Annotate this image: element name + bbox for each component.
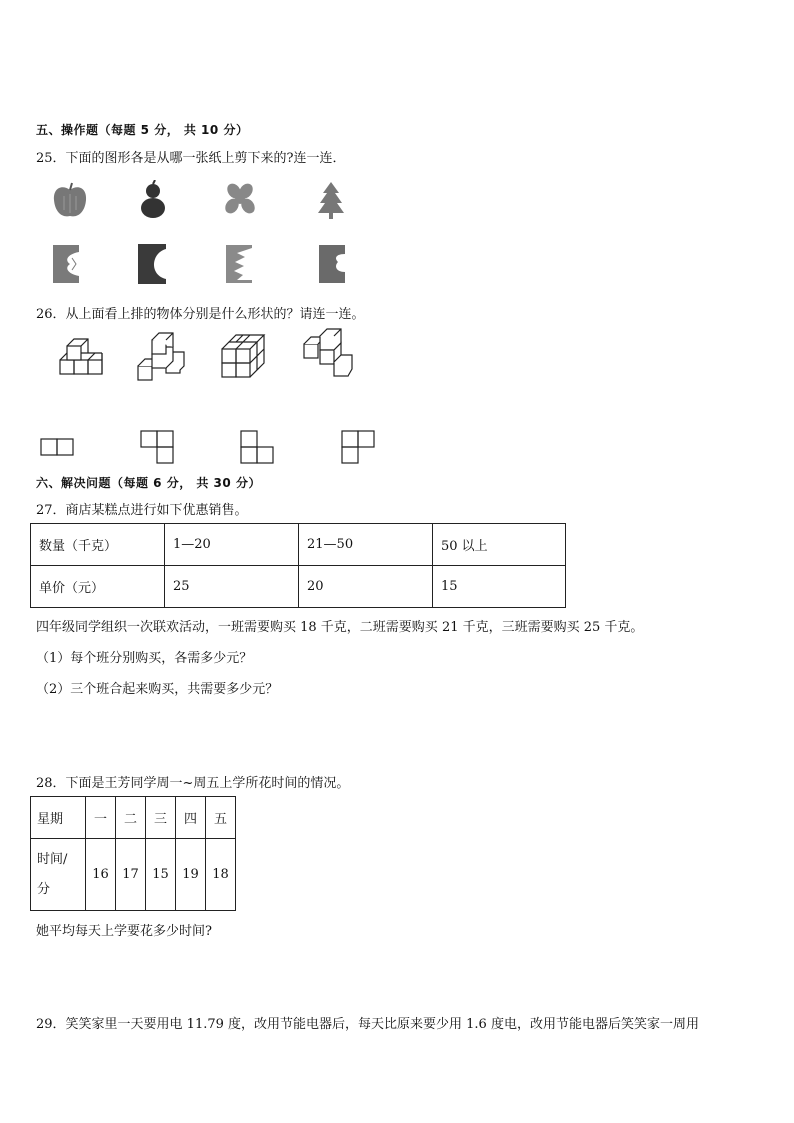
paper-arc-cutout-icon xyxy=(137,243,167,285)
table-cell: 15 xyxy=(433,566,566,608)
flower-icon xyxy=(220,181,260,217)
cube-stack-3-icon xyxy=(220,333,268,379)
table-cell: 17 xyxy=(116,839,146,911)
table-row xyxy=(31,524,566,566)
table-cell: 16 xyxy=(86,839,116,911)
apple-icon xyxy=(50,180,90,220)
question-26: 26．从上面看上排的物体分别是什么形状的？请连一连。 xyxy=(36,307,365,322)
table-cell: 20 xyxy=(299,566,433,608)
table-cell: 数量（千克） xyxy=(31,524,165,566)
question-28-question: 她平均每天上学要花多少时间? xyxy=(36,924,212,939)
table-cell: 50 以上 xyxy=(433,524,566,566)
table-cell: 15 xyxy=(146,839,176,911)
question-25: 25．下面的图形各是从哪一张纸上剪下来的?连一连． xyxy=(36,151,346,166)
table-cell: 一 xyxy=(86,797,116,839)
row-label-line-2: 分 xyxy=(37,881,51,897)
section-title-6: 六、解决问题（每题 6 分， 共 30 分） xyxy=(36,476,261,490)
table-cell: 1—20 xyxy=(165,524,299,566)
question-27-body: 四年级同学组织一次联欢活动，一班需要购买 18 千克，二班需要购买 21 千克，三班需要购买 25 千克。 xyxy=(36,620,644,635)
table-cell: 五 xyxy=(206,797,236,839)
table-row xyxy=(31,839,236,911)
table-row xyxy=(31,797,236,839)
table-cell: 二 xyxy=(116,797,146,839)
table-cell: 三 xyxy=(146,797,176,839)
cube-stack-2-icon xyxy=(136,332,186,384)
row-label-line-1: 时间/ xyxy=(37,851,68,867)
tree-icon xyxy=(316,180,346,220)
question-27-sub-1: （1）每个班分别购买，各需多少元？ xyxy=(36,651,253,666)
section-title-5: 五、操作题（每题 5 分， 共 10 分） xyxy=(36,123,249,137)
question-27: 27．商店某糕点进行如下优惠销售。 xyxy=(36,503,248,518)
top-view-3-icon xyxy=(240,430,276,466)
question-27-sub-2: （2）三个班合起来购买，共需要多少元？ xyxy=(36,682,279,697)
question-29: 29．笑笑家里一天要用电 11.79 度，改用节能电器后，每天比原来要少用 1.6 度电，改用节能电器后笑笑家一周用 xyxy=(36,1017,699,1032)
table-cell xyxy=(31,839,86,911)
table-cell: 25 xyxy=(165,566,299,608)
gourd-icon xyxy=(136,180,170,220)
top-view-4-icon xyxy=(341,430,377,466)
table-cell: 星期 xyxy=(31,797,86,839)
table-cell: 单价（元） xyxy=(31,566,165,608)
table-row xyxy=(31,566,566,608)
top-view-1-icon xyxy=(40,438,76,456)
table-cell: 19 xyxy=(176,839,206,911)
time-table xyxy=(30,796,236,911)
table-cell: 18 xyxy=(206,839,236,911)
table-cell: 21—50 xyxy=(299,524,433,566)
question-28: 28．下面是王芳同学周一~周五上学所花时间的情况。 xyxy=(36,776,350,791)
price-table xyxy=(30,523,566,608)
cube-stack-4-icon xyxy=(300,326,356,380)
paper-zigzag-cutout-icon xyxy=(225,244,253,284)
table-cell: 四 xyxy=(176,797,206,839)
paper-leaf-cutout-icon xyxy=(52,244,80,284)
top-view-2-icon xyxy=(140,430,176,466)
cube-stack-1-icon xyxy=(56,338,106,380)
paper-bite-cutout-icon xyxy=(318,244,346,284)
